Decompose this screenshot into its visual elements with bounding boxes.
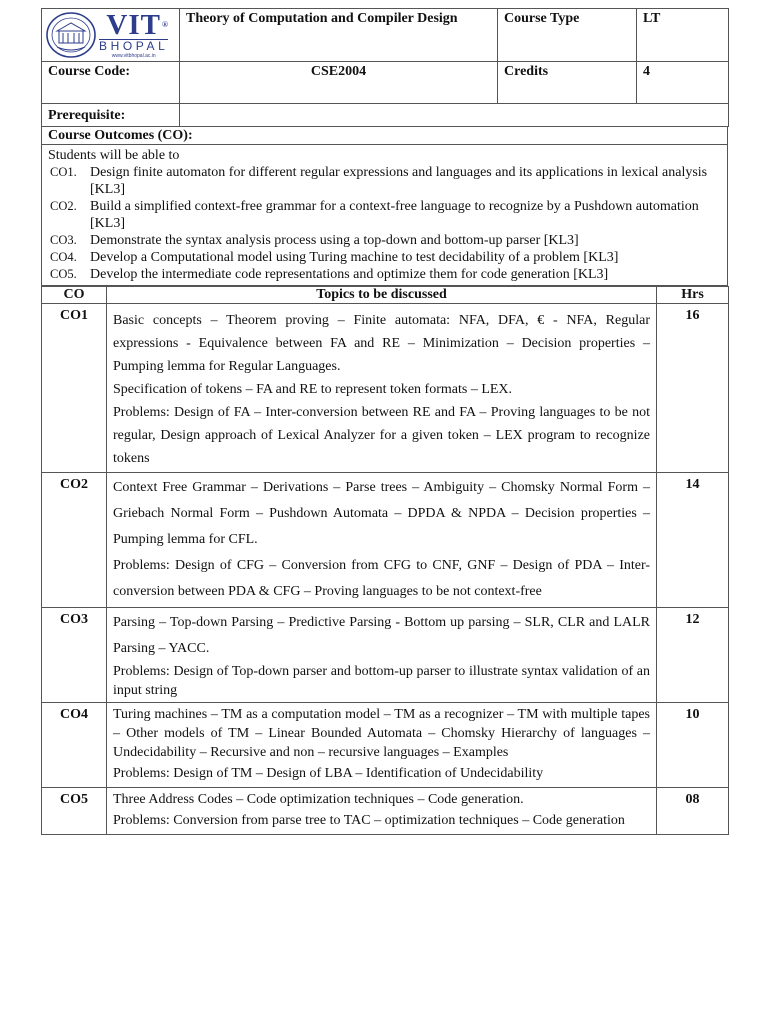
table-row bbox=[42, 304, 729, 473]
course-code-value: CSE2004 bbox=[180, 62, 498, 104]
topics-table bbox=[41, 286, 729, 835]
course-outcomes-heading: Course Outcomes (CO): bbox=[42, 127, 728, 145]
row-co: CO4 bbox=[42, 703, 107, 788]
topic-paragraph: Problems: Conversion from parse tree to TAC – optimization techniques – Code generation bbox=[113, 813, 625, 828]
course-outcomes-list bbox=[42, 145, 728, 286]
topic-paragraph: Parsing – Top-down Parsing – Predictive Parsing - Bottom up parsing – SLR, CLR and LALR Parsing – YACC. bbox=[113, 615, 650, 656]
topic-paragraph: Problems: Design of TM – Design of LBA – Identification of Undecidability bbox=[113, 766, 544, 781]
university-seal-icon bbox=[45, 11, 97, 59]
outcome-item: CO2. Build a simplified context-free grammar for a context-free language to recognize by a Pushdown automation [KL3] bbox=[50, 199, 699, 231]
table-row bbox=[42, 703, 729, 788]
course-outcomes-table bbox=[41, 127, 728, 286]
row-co: CO3 bbox=[42, 608, 107, 703]
table-row bbox=[42, 608, 729, 703]
course-title: Theory of Computation and Compiler Design bbox=[180, 9, 498, 62]
row-hrs: 16 bbox=[657, 304, 729, 473]
vit-bhopal-logo bbox=[42, 9, 179, 61]
topic-paragraph: Basic concepts – Theorem proving – Finite automata: NFA, DFA, € - NFA, Regular expressions - Equivalence between FA and RE – Minimization – Decision properties – Pumping lemma for Regular Languages. bbox=[113, 313, 650, 374]
logo-name: VIT ® bbox=[106, 8, 169, 41]
row-topics bbox=[107, 703, 657, 788]
row-hrs: 12 bbox=[657, 608, 729, 703]
table-row bbox=[42, 788, 729, 835]
table-row bbox=[42, 473, 729, 608]
topic-paragraph: Three Address Codes – Code optimization techniques – Code generation. bbox=[113, 792, 524, 807]
outcomes-intro: Students will be able to bbox=[48, 148, 180, 163]
credits-label: Credits bbox=[498, 62, 637, 104]
outcome-item: CO5. Develop the intermediate code representations and optimize them for code generation [KL3] bbox=[50, 267, 609, 282]
row-hrs: 14 bbox=[657, 473, 729, 608]
topic-paragraph: Problems: Design of Top-down parser and bottom-up parser to illustrate syntax validation of an input string bbox=[113, 664, 650, 698]
row-co: CO1 bbox=[42, 304, 107, 473]
outcome-item: CO4. Develop a Computational model using Turing machine to test decidability of a problem [KL3] bbox=[50, 250, 619, 265]
course-type-label: Course Type bbox=[498, 9, 637, 62]
row-hrs: 08 bbox=[657, 788, 729, 835]
col-co-header: CO bbox=[42, 287, 107, 304]
row-topics bbox=[107, 788, 657, 835]
topic-paragraph: Context Free Grammar – Derivations – Parse trees – Ambiguity – Chomsky Normal Form – Griebach Normal Form – Pushdown Automata – DPDA & NPDA – Decision properties – Pumping lemma for CFL. bbox=[113, 480, 650, 547]
logo-city: BHOPAL bbox=[99, 38, 169, 53]
topic-paragraph: Specification of tokens – FA and RE to represent token formats – LEX. bbox=[113, 382, 513, 397]
col-hrs-header: Hrs bbox=[657, 287, 729, 304]
syllabus-sheet bbox=[41, 8, 728, 835]
row-co: CO5 bbox=[42, 788, 107, 835]
row-co: CO2 bbox=[42, 473, 107, 608]
prerequisite-value bbox=[180, 104, 729, 127]
topics-header-row bbox=[42, 287, 729, 304]
col-topics-header: Topics to be discussed bbox=[107, 287, 657, 304]
credits-value: 4 bbox=[637, 62, 729, 104]
prerequisite-label: Prerequisite: bbox=[42, 104, 180, 127]
topic-paragraph: Turing machines – TM as a computation model – TM as a recognizer – TM with multiple tapes – Other models of TM – Linear Bounded Automata – Chomsky Hierarchy of languages – Undecidability – Recursive and non – recursive languages – Examples bbox=[113, 707, 650, 760]
row-topics bbox=[107, 473, 657, 608]
course-code-label: Course Code: bbox=[42, 62, 180, 104]
row-topics bbox=[107, 608, 657, 703]
topic-paragraph: Problems: Design of CFG – Conversion from CFG to CNF, GNF – Design of PDA – Inter-conversion between PDA & CFG – Proving languages to be not context-free bbox=[113, 558, 650, 599]
outcome-item: CO3. Demonstrate the syntax analysis process using a top-down and bottom-up parser [KL3] bbox=[50, 233, 579, 248]
outcome-item: CO1. Design finite automaton for different regular expressions and languages and its applications in lexical analysis [KL3] bbox=[50, 165, 708, 197]
row-hrs: 10 bbox=[657, 703, 729, 788]
logo-cell bbox=[42, 9, 180, 62]
topic-paragraph: Problems: Design of FA – Inter-conversion between RE and FA – Proving languages to be not regular, Design approach of Lexical Analyzer for a given token – LEX program to recognize tokens bbox=[113, 405, 650, 466]
logo-url: www.vitbhopal.ac.in bbox=[111, 52, 156, 59]
row-topics bbox=[107, 304, 657, 473]
course-type-value: LT bbox=[637, 9, 729, 62]
course-header-table bbox=[41, 8, 729, 127]
